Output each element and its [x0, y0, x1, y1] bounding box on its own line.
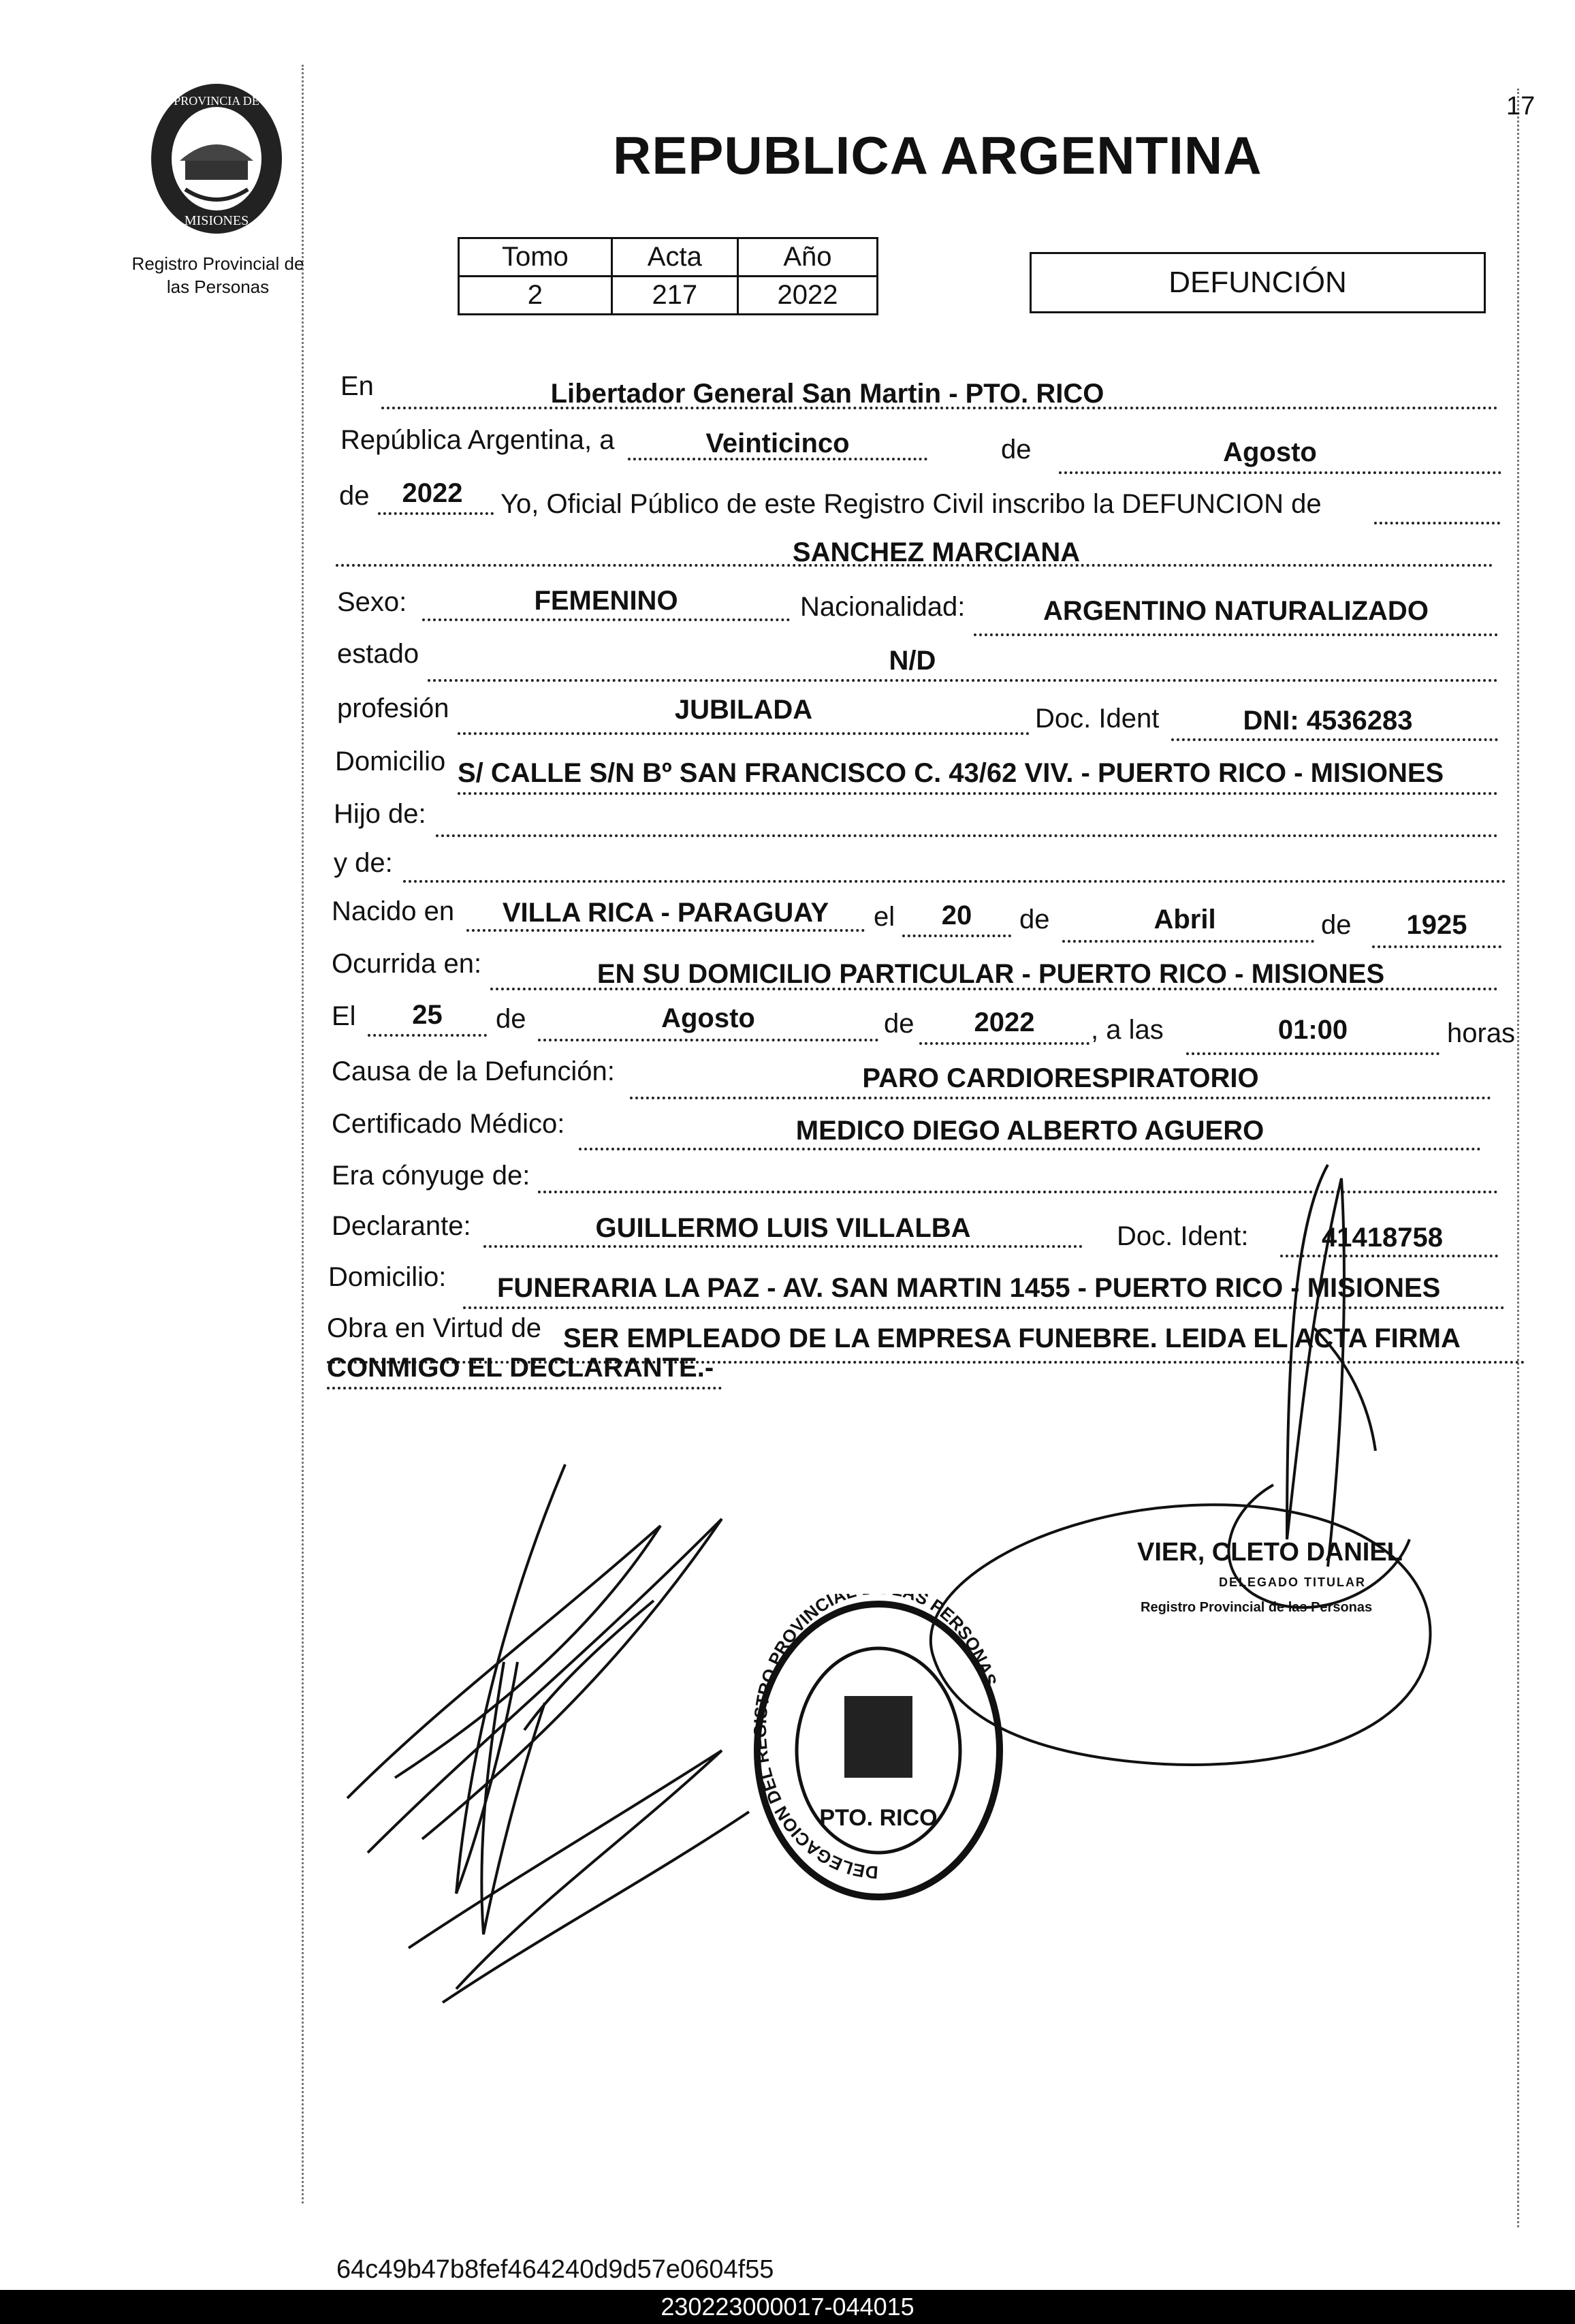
svg-text:MISIONES: MISIONES	[184, 213, 249, 228]
estado-label: estado	[337, 639, 419, 669]
muerte-dia-line	[368, 1034, 487, 1037]
ocurrida-label: Ocurrida en:	[332, 949, 482, 979]
nacionalidad-line	[974, 633, 1498, 636]
profesion-line	[458, 732, 1030, 735]
footer-code: 230223000017-044015	[661, 2293, 914, 2321]
dom2-label: Domicilio:	[328, 1262, 447, 1292]
obra-line-1: SER EMPLEADO DE LA EMPRESA FUNEBRE. LEIDA EL ACTA FIRMA	[563, 1323, 1461, 1353]
declarante-line	[483, 1245, 1083, 1248]
en-label: En	[340, 371, 374, 401]
nacido-dia-value: 20	[941, 900, 972, 930]
official-name: VIER, CLETO DANIEL	[1137, 1538, 1403, 1567]
nacionalidad-value: ARGENTINO NATURALIZADO	[1043, 596, 1429, 626]
deceased-name: SANCHEZ MARCIANA	[792, 537, 1081, 567]
registry-table	[458, 237, 878, 315]
horas-label: horas	[1447, 1018, 1516, 1048]
page-number: 17	[1506, 92, 1536, 121]
obra-line-2: CONMIGO EL DECLARANTE.-	[327, 1353, 714, 1383]
year-line	[378, 512, 494, 515]
header-acta: Acta	[611, 238, 737, 277]
muerte-mes-value: Agosto	[661, 1003, 755, 1033]
footer-bar	[0, 2290, 1575, 2324]
declarante-label: Declarante:	[332, 1211, 471, 1241]
profesion-value: JUBILADA	[674, 695, 813, 725]
de-label-4: de	[1321, 910, 1352, 940]
page-title: REPUBLICA ARGENTINA	[613, 125, 1262, 185]
yde-label: y de:	[334, 848, 393, 878]
obra-label: Obra en Virtud de	[327, 1313, 542, 1343]
el-label: el	[874, 902, 895, 932]
muerte-anio-value: 2022	[974, 1007, 1035, 1037]
obra-underline-2	[327, 1387, 722, 1389]
republica-label: República Argentina, a	[340, 425, 615, 455]
place-value: Libertador General San Martin - PTO. RICO	[550, 379, 1104, 409]
nacido-mes-value: Abril	[1154, 905, 1216, 935]
value-anio: 2022	[737, 277, 877, 315]
domicilio-line	[458, 792, 1498, 795]
official-signature	[1212, 1158, 1416, 1635]
doc-label: Doc. Ident	[1035, 704, 1160, 734]
svg-text:PROVINCIA DE: PROVINCIA DE	[174, 94, 259, 108]
declarant-signature	[340, 1458, 817, 2023]
dom2-value: FUNERARIA LA PAZ - AV. SAN MARTIN 1455 - PUERTO RICO - MISIONES	[497, 1273, 1441, 1303]
domicilio-label: Domicilio	[335, 747, 446, 776]
muerte-dia-value: 25	[412, 1000, 443, 1030]
issuer-line-1: Registro Provincial de	[131, 253, 304, 274]
doc2-label: Doc. Ident:	[1117, 1221, 1249, 1251]
hora-line	[1186, 1052, 1439, 1055]
certificado-line	[579, 1148, 1481, 1150]
header-tomo: Tomo	[459, 238, 612, 277]
province-logo	[144, 80, 289, 237]
oficial-line-end	[1374, 522, 1500, 524]
month-line	[1059, 471, 1501, 474]
doc2-value: 41418758	[1322, 1223, 1443, 1253]
de-label-1: de	[1001, 435, 1032, 465]
act-type-box	[1030, 252, 1486, 313]
estado-value: N/D	[889, 646, 936, 676]
declarante-value: GUILLERMO LUIS VILLALBA	[595, 1213, 971, 1243]
svg-text:PTO. RICO: PTO. RICO	[819, 1805, 938, 1831]
nacido-mes-line	[1062, 940, 1314, 943]
nacionalidad-label: Nacionalidad:	[800, 592, 966, 622]
sexo-value: FEMENINO	[534, 586, 678, 616]
day-text-value: Veinticinco	[705, 428, 850, 458]
ocurrida-value: EN SU DOMICILIO PARTICULAR - PUERTO RICO - MISIONES	[596, 959, 1385, 989]
de-label-2: de	[339, 481, 370, 511]
hijo-label: Hijo de:	[334, 799, 426, 829]
month-value: Agosto	[1223, 437, 1317, 467]
de-label-3: de	[1019, 905, 1050, 935]
value-tomo: 2	[459, 277, 612, 315]
hijo-line	[436, 834, 1498, 837]
nacido-anio-line	[1372, 945, 1501, 948]
de-label-6: de	[884, 1009, 914, 1039]
year-value: 2022	[402, 478, 463, 508]
right-margin-line	[1517, 89, 1519, 2227]
act-type: DEFUNCIÓN	[1168, 266, 1347, 299]
doc-line	[1171, 738, 1498, 741]
value-acta: 217	[611, 277, 737, 315]
muerte-mes-line	[538, 1039, 878, 1041]
causa-value: PARO CARDIORESPIRATORIO	[862, 1063, 1259, 1093]
nacido-label: Nacido en	[332, 896, 455, 926]
domicilio-value: S/ CALLE S/N Bº SAN FRANCISCO C. 43/62 VIV. - PUERTO RICO - MISIONES	[458, 758, 1444, 788]
left-margin-line	[302, 65, 304, 2203]
hora-value: 01:00	[1277, 1015, 1348, 1045]
svg-text:DELEGACION DEL REGISTRO PROVIN: DELEGACION DEL REGISTRO PROVINCIA S PERSONAS	[749, 1594, 1001, 1883]
document-hash: 64c49b47b8fef464240d9d57e0604f55	[336, 2255, 774, 2284]
profesion-label: profesión	[337, 693, 449, 723]
de-label-5: de	[496, 1004, 526, 1034]
nacido-dia-line	[902, 935, 1011, 937]
oficial-text: Yo, Oficial Público de este Registro Civil inscribo la DEFUNCION de	[500, 489, 1322, 519]
muerte-anio-line	[919, 1042, 1089, 1045]
header-anio: Año	[737, 238, 877, 277]
conyuge-label: Era cónyuge de:	[332, 1161, 530, 1191]
issuer-line-2: las Personas	[166, 277, 270, 297]
doc-value: DNI: 4536283	[1243, 706, 1413, 736]
certificado-value: MEDICO DIEGO ALBERTO AGUERO	[795, 1116, 1264, 1146]
nacido-lugar-value: VILLA RICA - PARAGUAY	[502, 898, 829, 928]
causa-line	[630, 1097, 1491, 1099]
official-org: Registro Provincial de las Personas	[1141, 1600, 1373, 1615]
official-role: DELEGADO TITULAR	[1219, 1575, 1366, 1589]
yde-line	[403, 880, 1506, 883]
estado-line	[428, 679, 1498, 682]
nacido-lugar-line	[466, 929, 865, 932]
sexo-line	[422, 618, 790, 621]
El-label: El	[332, 1001, 356, 1031]
sexo-label: Sexo:	[337, 587, 407, 617]
causa-label: Causa de la Defunción:	[332, 1056, 615, 1086]
certificado-label: Certificado Médico:	[332, 1109, 565, 1139]
alas-label: , a las	[1091, 1015, 1164, 1045]
nacido-anio-value: 1925	[1406, 910, 1467, 940]
